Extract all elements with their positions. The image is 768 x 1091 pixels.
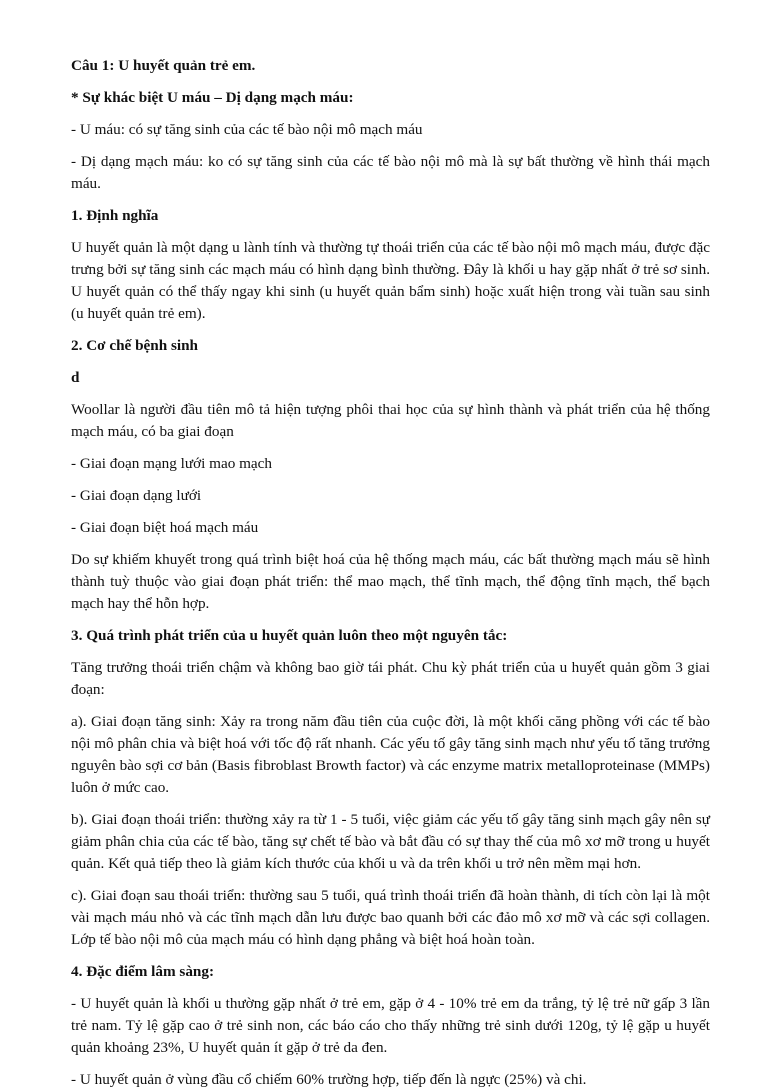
- section-heading: 4. Đặc điểm lâm sàng:: [71, 963, 215, 980]
- paragraph: - Giai đoạn mạng lưới mao mạch: [71, 455, 272, 472]
- paragraph: - U huyết quản là khối u thường gặp nhất ở trẻ em, gặp ở 4 - 10% trẻ em da trắng, tỷ lệ trẻ nữ gấp 3 lần trẻ nam. Tỷ lệ gặp cao ở trẻ sinh non, các báo cáo cho thấy những trẻ sinh dưới 120g, tỷ lệ gặp u huyết quản khoảng 23%, U huyết quản ít gặp ở trẻ da đen.: [71, 995, 710, 1056]
- document-title: Câu 1: U huyết quản trẻ em.: [71, 57, 256, 74]
- paragraph: - Giai đoạn dạng lưới: [71, 487, 202, 504]
- paragraph: Do sự khiếm khuyết trong quá trình biệt hoá của hệ thống mạch máu, các bất thường mạch máu sẽ hình thành tuỳ thuộc vào giai đoạn phát triển: thể mao mạch, thể tĩnh mạch, thể động tĩnh mạch, thể bạch mạch hay thể hỗn hợp.: [71, 551, 710, 612]
- paragraph: - U huyết quản ở vùng đầu cổ chiếm 60% trường hợp, tiếp đến là ngực (25%) và chi.: [71, 1071, 587, 1088]
- section-heading: 3. Quá trình phát triển của u huyết quản luôn theo một nguyên tắc:: [71, 627, 508, 644]
- paragraph: Woollar là người đầu tiên mô tả hiện tượng phôi thai học của sự hình thành và phát triển của hệ thống mạch máu, có ba giai đoạn: [71, 401, 710, 440]
- paragraph: a). Giai đoạn tăng sinh: Xảy ra trong năm đầu tiên của cuộc đời, là một khối căng phồng với các tế bào nội mô phân chia và biệt hoá với tốc độ rất nhanh. Các yếu tố gây tăng sinh mạch như yếu tố tăng trưởng nguyên bào sợi cơ bản (Basis fibroblast Browth factor) và các enzyme matrix metalloproteinase (MMPs) luôn ở mức cao.: [71, 713, 710, 796]
- section-heading: 1. Định nghĩa: [71, 207, 159, 224]
- paragraph: - Dị dạng mạch máu: ko có sự tăng sinh của các tế bào nội mô mà là sự bất thường về hình thái mạch máu.: [71, 153, 710, 192]
- section-heading: d: [71, 369, 80, 386]
- section-heading: * Sự khác biệt U máu – Dị dạng mạch máu:: [71, 89, 354, 106]
- paragraph: Tăng trưởng thoái triển chậm và không bao giờ tái phát. Chu kỳ phát triển của u huyết quản gồm 3 giai đoạn:: [71, 659, 710, 698]
- paragraph: - U máu: có sự tăng sinh của các tế bào nội mô mạch máu: [71, 121, 423, 138]
- section-heading: 2. Cơ chế bệnh sinh: [71, 337, 198, 354]
- paragraph: - Giai đoạn biệt hoá mạch máu: [71, 519, 259, 536]
- document-body: [71, 87, 710, 1091]
- paragraph: c). Giai đoạn sau thoái triển: thường sau 5 tuổi, quá trình thoái triển đã hoàn thành, di tích còn lại là một vài mạch máu nhỏ và các tĩnh mạch dẫn lưu được bao quanh bởi các đảo mô xơ mỡ và các sợi collagen. Lớp tế bào nội mô của mạch máu có hình dạng phẳng và biệt hoá hoàn toàn.: [71, 887, 710, 948]
- paragraph: U huyết quản là một dạng u lành tính và thường tự thoái triển của các tế bào nội mô mạch máu, được đặc trưng bởi sự tăng sinh các mạch máu có hình dạng bình thường. Đây là khối u hay gặp nhất ở trẻ sơ sinh. U huyết quản có thể thấy ngay khi sinh (u huyết quản bẩm sinh) hoặc xuất hiện trong vài tuần sau sinh (u huyết quản trẻ em).: [71, 239, 710, 322]
- paragraph: b). Giai đoạn thoái triển: thường xảy ra từ 1 - 5 tuổi, việc giảm các yếu tố gây tăng sinh mạch gây nên sự giảm phân chia của các tế bào, tăng sự chết tế bào và bắt đầu có sự thay thế của mô xơ mỡ trong u huyết quản. Kết quả tiếp theo là giảm kích thước của khối u và da trên khối u trở nên mềm mại hơn.: [71, 811, 710, 872]
